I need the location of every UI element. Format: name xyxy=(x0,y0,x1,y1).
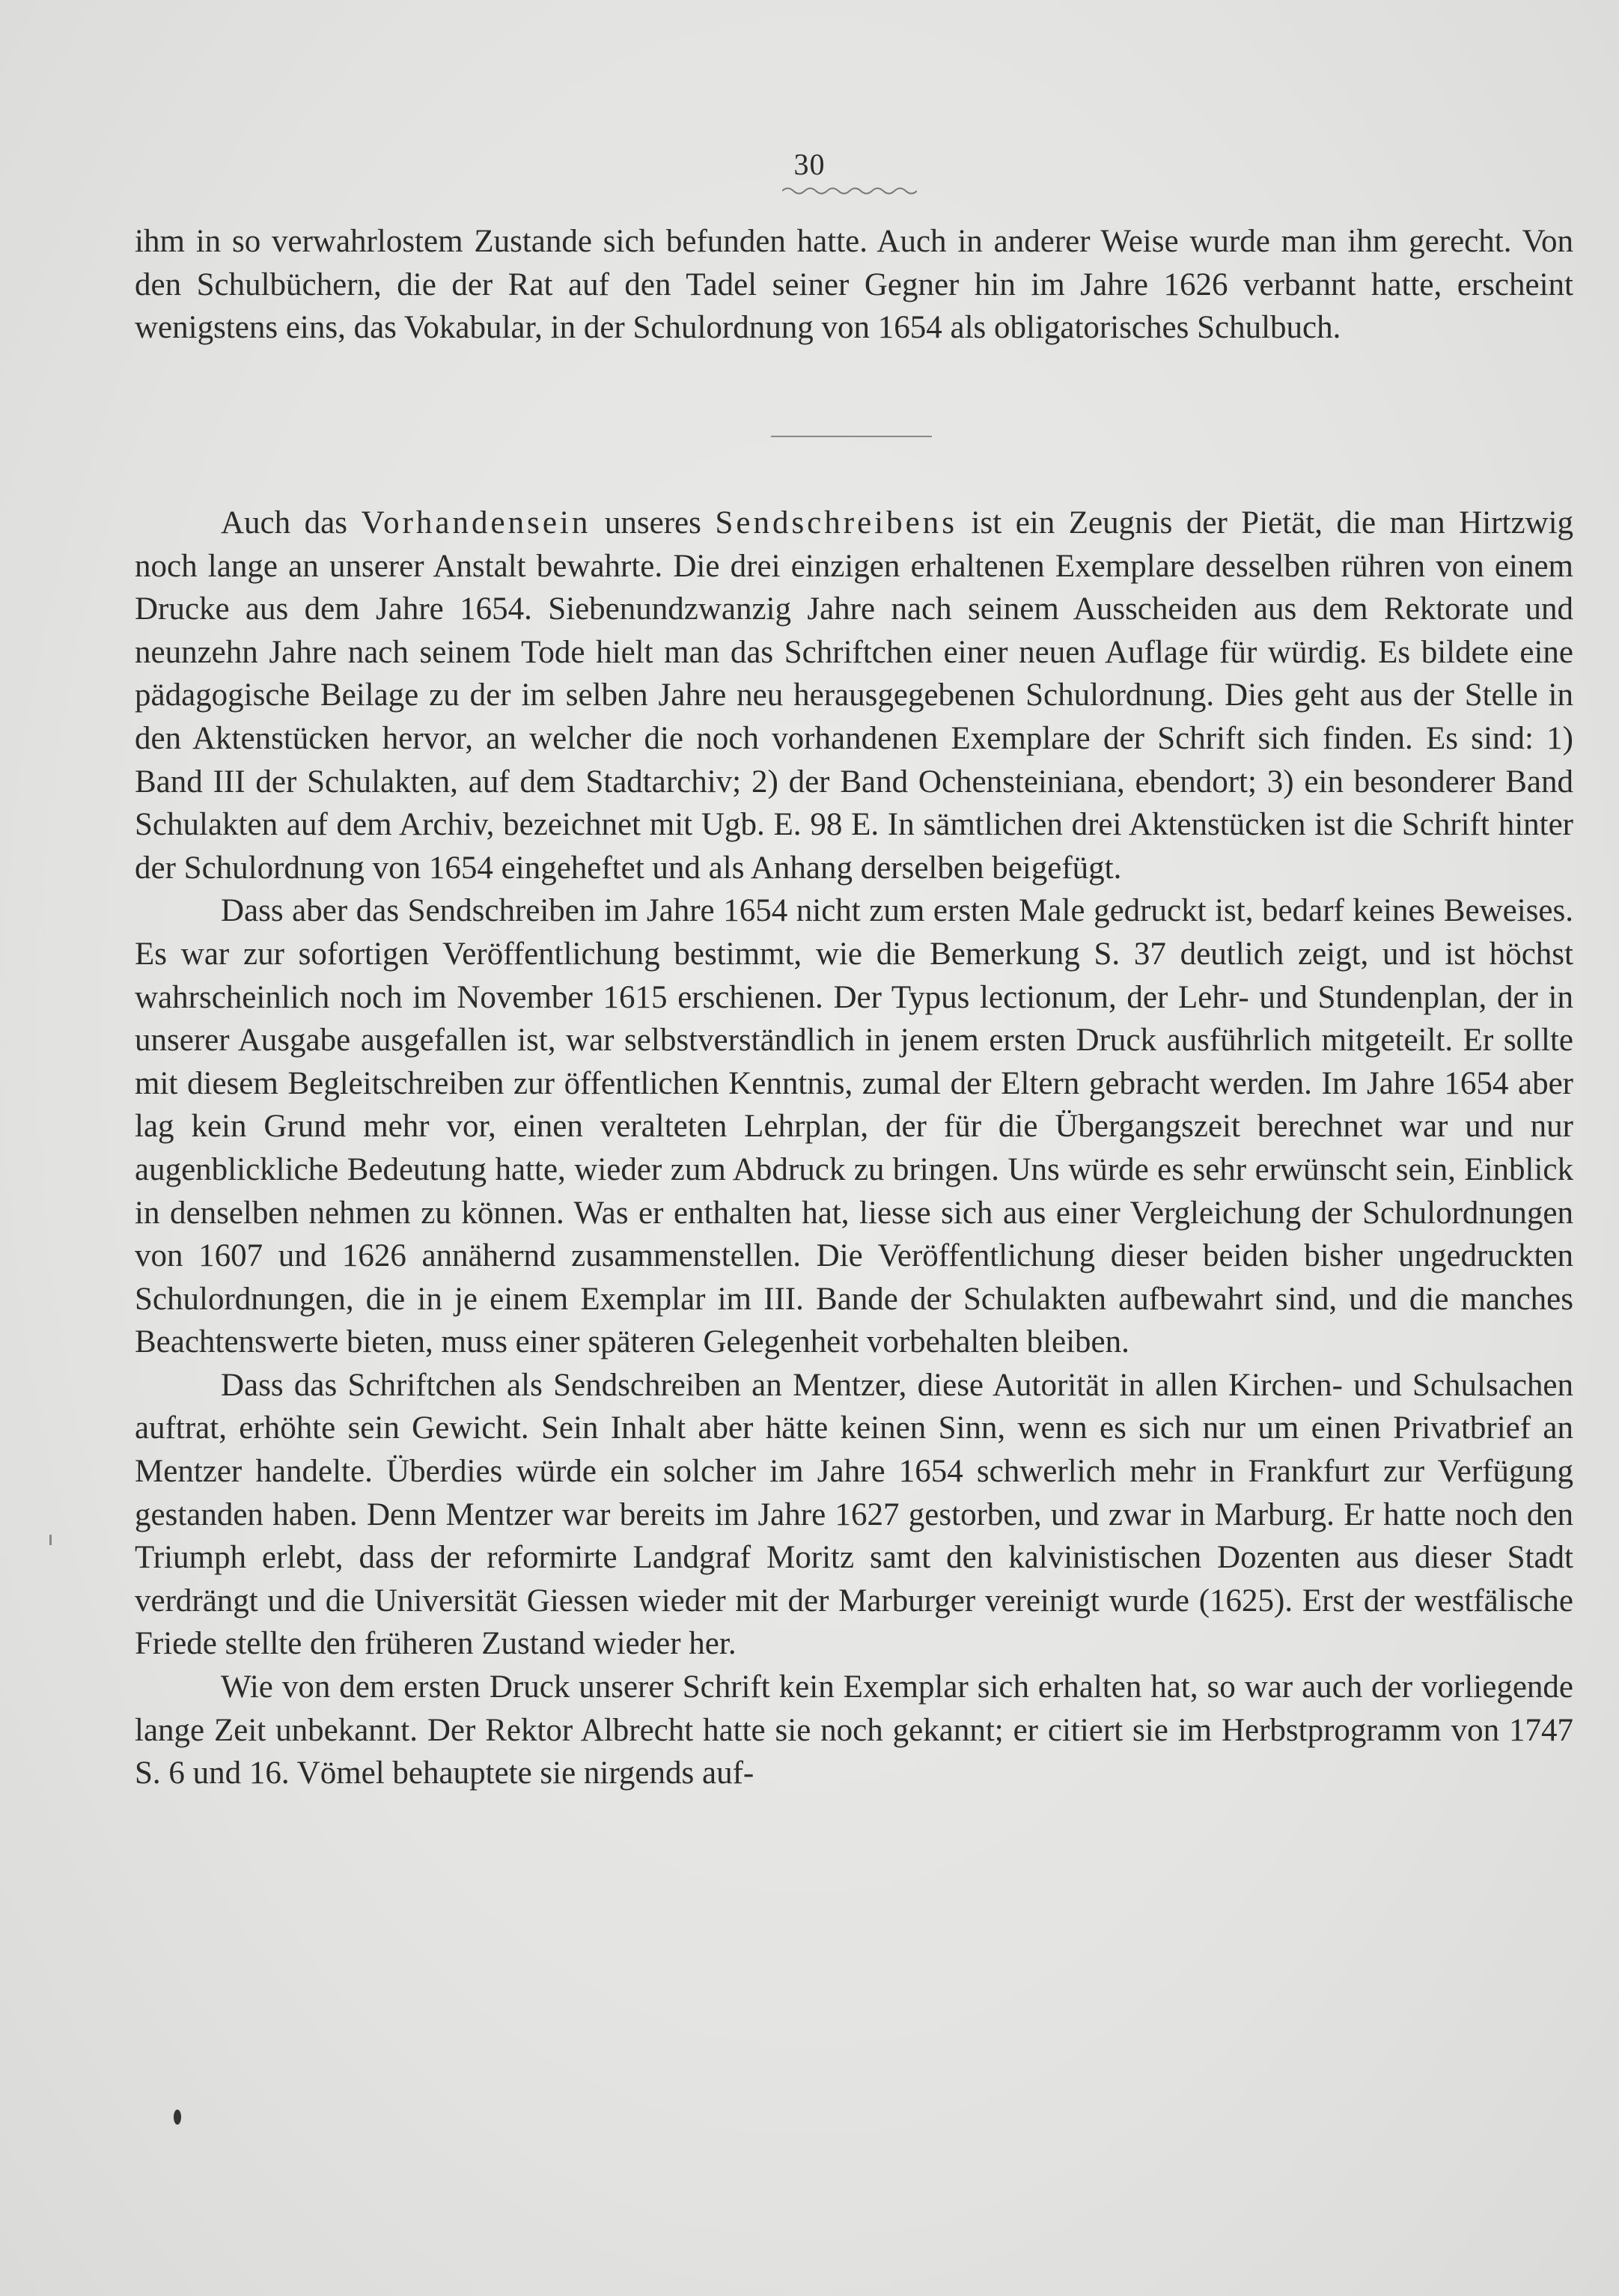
main-text-block xyxy=(135,502,1573,1795)
paragraph-4: Wie von dem ersten Druck unserer Schrift kein Exemplar sich erhalten hat, so war auch der vorliegende lange Zeit unbekannt. Der Rektor Albrecht hatte sie noch gekannt; er citiert sie im Herbstprogramm von 1747 S. 6 und 16. Vömel behauptete sie nirgends auf- xyxy=(135,1669,1573,1791)
p1-text-a: Auch das xyxy=(221,505,348,540)
scan-mark xyxy=(49,1535,52,1545)
p1-text-c: ist ein Zeugnis der Pietät, die man Hirtzwig noch lange an unserer Anstalt bewahrte. Die drei einzigen erhaltenen Exemplare desselben rühren von einem Drucke aus dem Jahre 1654. Siebenundzwanzig Jahre nach seinem Ausscheiden aus dem Rektorate und neunzehn Jahre nach seinem Tode hielt man das Schriftchen einer neuen Auflage für würdig. Es bildete eine pädagogische Beilage zu der im selben Jahre neu herausgegebenen Schulordnung. Dies geht aus der Stelle in den Aktenstücken hervor, an welcher die noch vorhandenen Exemplare der Schrift sich finden. Es sind: 1) Band III der Schulakten, auf dem Stadtarchiv; 2) der Band Ochensteiniana, ebendort; 3) ein besonderer Band Schulakten auf dem Archiv, bezeichnet mit Ugb. E. 98 E. In sämtlichen drei Aktenstücken ist die Schrift hinter der Schulordnung von 1654 eingeheftet und als Anhang derselben beigefügt. xyxy=(135,505,1574,886)
p1-emphasis-2: Sendschreibens xyxy=(715,505,957,540)
page-number-ornament xyxy=(782,186,917,196)
ink-speck xyxy=(174,2110,181,2125)
paragraph-2: Dass aber das Sendschreiben im Jahre 1654 nicht zum ersten Male gedruckt ist, bedarf keines Beweises. Es war zur sofortigen Veröffentlichung bestimmt, wie die Bemerkung S. 37 deutlich zeigt, und ist höchst wahrscheinlich noch im November 1615 erschienen. Der Typus lectionum, der Lehr- und Stundenplan, der in unserer Ausgabe ausgefallen ist, war selbstverständlich in jenem ersten Druck ausführlich mitgeteilt. Er sollte mit diesem Begleitschreiben zur öffentlichen Kenntnis, zumal der Eltern gebracht werden. Im Jahre 1654 aber lag kein Grund mehr vor, einen veralteten Lehrplan, der für die Übergangszeit berechnet war und nur augenblickliche Bedeutung hatte, wieder zum Abdruck zu bringen. Uns würde es sehr erwünscht sein, Einblick in denselben nehmen zu können. Was er enthalten hat, liesse sich aus einer Vergleichung der Schulordnungen von 1607 und 1626 annähernd zusammenstellen. Die Veröffentlichung dieser beiden bisher ungedruckten Schulordnungen, die in je einem Exemplar im III. Bande der Schulakten aufbewahrt sind, und die manches Beachtenswerte bieten, muss einer späteren Gelegenheit vorbehalten bleiben. xyxy=(135,893,1573,1360)
opening-paragraph-block xyxy=(135,220,1573,350)
section-divider xyxy=(771,436,932,437)
page-number: 30 xyxy=(793,147,826,181)
opening-paragraph: ihm in so verwahrlostem Zustande sich befunden hatte. Auch in anderer Weise wurde man ihm gerecht. Von den Schulbüchern, die der Rat auf den Tadel seiner Gegner hin im Jahre 1626 verbannt hatte, erscheint wenigstens eins, das Vokabular, in der Schulordnung von 1654 als obligatorisches Schulbuch. xyxy=(135,224,1573,346)
paragraph-1 xyxy=(135,502,1573,889)
p1-text-b: unseres xyxy=(604,505,701,540)
paragraph-3: Dass das Schriftchen als Sendschreiben an Mentzer, diese Autorität in allen Kirchen- und Schulsachen auftrat, erhöhte sein Gewicht. Sein Inhalt aber hätte keinen Sinn, wenn es sich nur um einen Privatbrief an Mentzer handelte. Überdies würde ein solcher im Jahre 1654 schwerlich mehr in Frankfurt zur Verfügung gestanden haben. Denn Mentzer war bereits im Jahre 1627 gestorben, und zwar in Marburg. Er hatte noch den Triumph erlebt, dass der reformirte Landgraf Moritz samt den kalvinistischen Dozenten aus dieser Stadt verdrängt und die Universität Giessen wieder mit der Marburger vereinigt wurde (1625). Erst der westfälische Friede stellte den früheren Zustand wieder her. xyxy=(135,1367,1573,1662)
p1-emphasis-1: Vorhandensein xyxy=(361,505,591,540)
